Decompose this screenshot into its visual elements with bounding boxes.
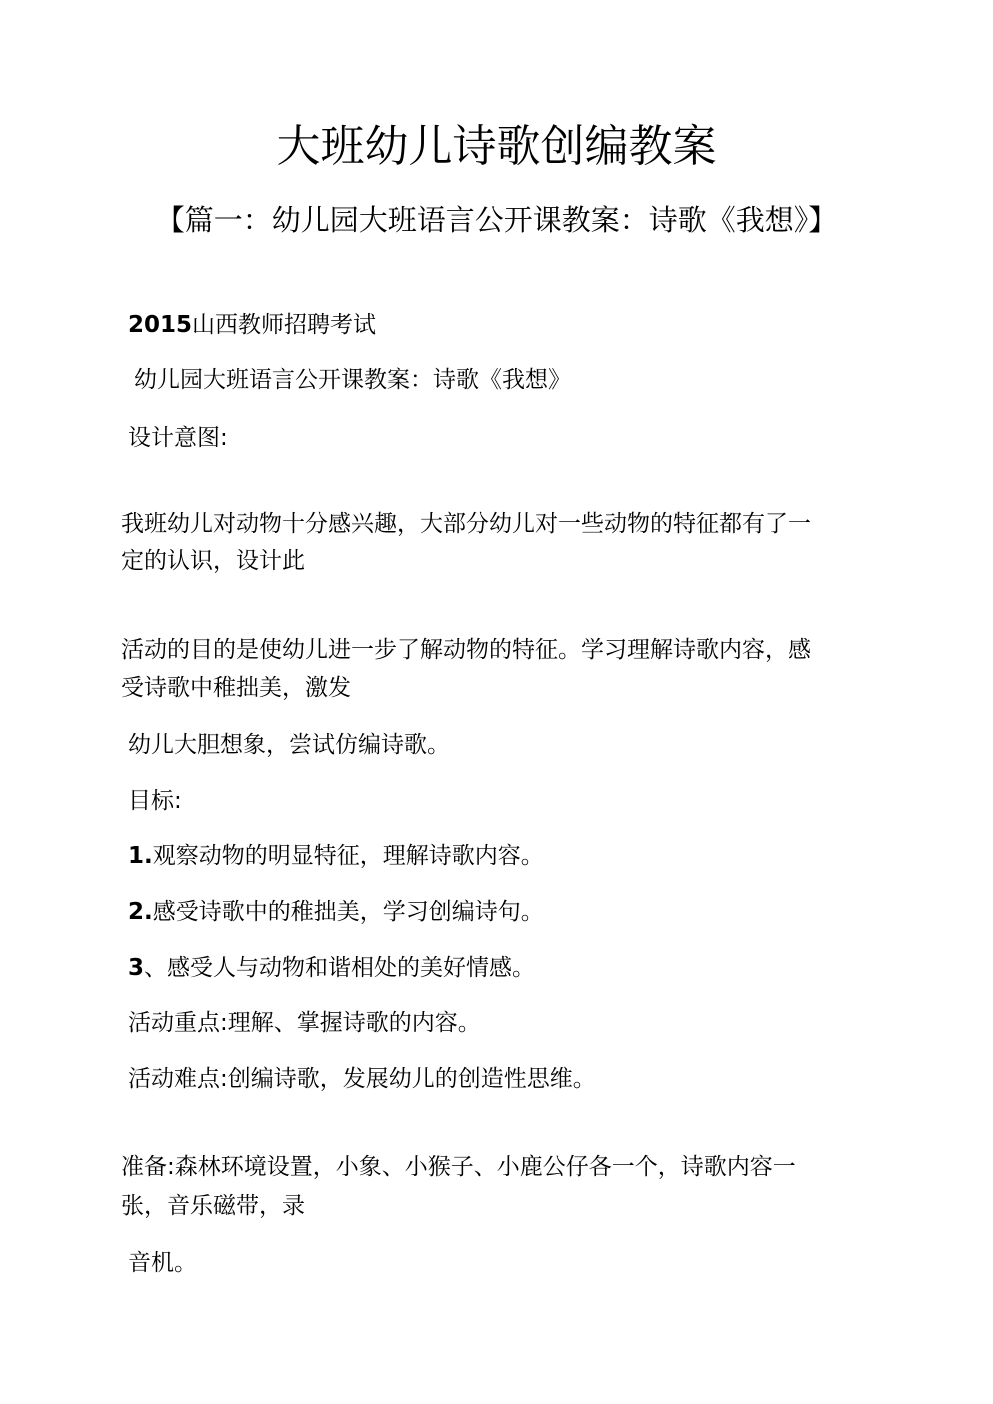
goal-1-number: 1. [128, 843, 153, 869]
key-point: 活动重点:理解、掌握诗歌的内容。 [128, 1010, 481, 1036]
goal-2-number: 2. [128, 899, 153, 925]
preparation-line-2: 张，音乐磁带，录 [121, 1193, 305, 1219]
goal-item-1 [128, 840, 544, 872]
preparation-line-3: 音机。 [128, 1250, 197, 1276]
paragraph-2-line-1: 活动的目的是使幼儿进一步了解动物的特征。学习理解诗歌内容，感 [121, 637, 811, 663]
exam-header-text: 山西教师招聘考试 [192, 312, 377, 338]
goal-1-text: 观察动物的明显特征，理解诗歌内容。 [152, 843, 544, 869]
paragraph-3: 幼儿大胆想象，尝试仿编诗歌。 [128, 732, 450, 758]
goal-3-text: 、感受人与动物和谐相处的美好情感。 [144, 955, 536, 981]
goal-2-text: 感受诗歌中的稚拙美，学习创编诗句。 [152, 899, 544, 925]
goal-3-number: 3 [128, 955, 145, 981]
exam-header-year: 2015 [128, 312, 193, 338]
goal-item-2 [128, 896, 544, 928]
lesson-title: 幼儿园大班语言公开课教案：诗歌《我想》 [134, 367, 571, 393]
document-title: 大班幼儿诗歌创编教案 [276, 121, 717, 172]
goal-item-3 [128, 952, 535, 984]
document-subtitle: 【篇一：幼儿园大班语言公开课教案：诗歌《我想》】 [155, 203, 838, 237]
design-intent-heading: 设计意图: [128, 425, 228, 451]
preparation-line-1: 准备:森林环境设置，小象、小猴子、小鹿公仔各一个，诗歌内容一 [121, 1154, 796, 1180]
paragraph-1-line-2: 定的认识，设计此 [121, 548, 305, 574]
goals-heading: 目标: [128, 788, 182, 814]
paragraph-2-line-2: 受诗歌中稚拙美，激发 [121, 675, 351, 701]
exam-header [128, 309, 376, 341]
paragraph-1-line-1: 我班幼儿对动物十分感兴趣，大部分幼儿对一些动物的特征都有了一 [121, 511, 811, 537]
difficulty-point: 活动难点:创编诗歌，发展幼儿的创造性思维。 [128, 1066, 596, 1092]
